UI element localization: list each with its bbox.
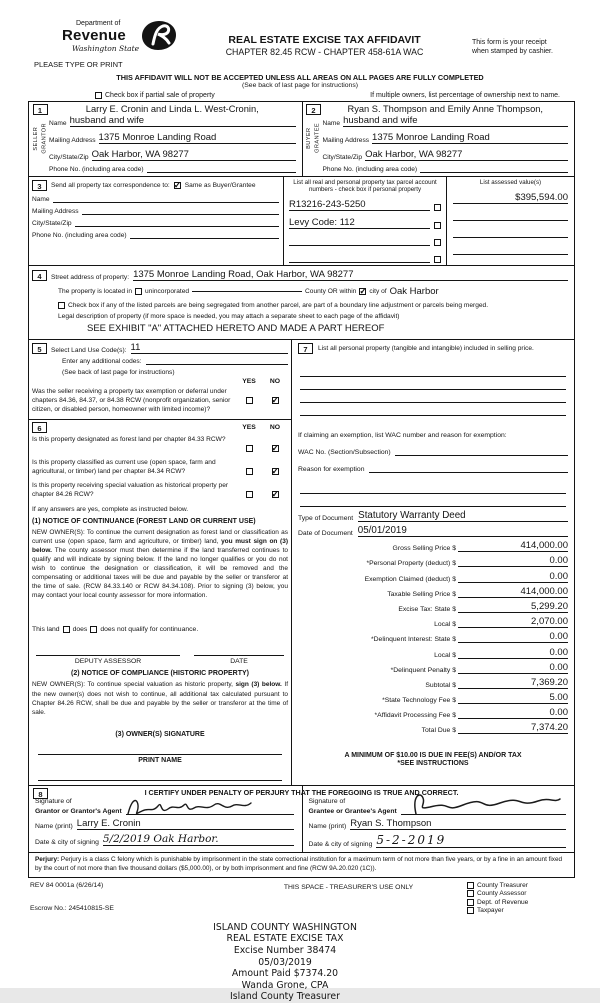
personal-property-deduct-field[interactable]: 0.00 bbox=[458, 555, 568, 567]
answers-yes-note: If any answers are yes, complete as instructed below. bbox=[32, 505, 189, 513]
see-instructions-note: *SEE INSTRUCTIONS bbox=[397, 760, 469, 768]
q6b-no-checkbox[interactable] bbox=[272, 468, 279, 475]
legal-description-label: Legal description of property (if more space is needed, you may attach a separate sheet to each page of the affidavit) bbox=[58, 313, 400, 320]
seller-name-label: Name bbox=[49, 120, 67, 127]
gross-selling-price-label: Gross Selling Price $ bbox=[392, 545, 456, 553]
q5-no-checkbox[interactable] bbox=[272, 397, 279, 404]
corr-mailing-label: Mailing Address bbox=[32, 208, 79, 215]
land-use-column bbox=[29, 340, 291, 785]
acceptance-notice-sub: (See back of last page for instructions) bbox=[242, 82, 358, 89]
personal-property-line[interactable] bbox=[300, 403, 566, 416]
buyer-mailing-field[interactable]: 1375 Monroe Landing Road bbox=[372, 132, 568, 144]
q6c-no-checkbox[interactable] bbox=[272, 491, 279, 498]
total-due-label: Total Due $ bbox=[421, 727, 456, 735]
section6-number: 6 bbox=[32, 422, 47, 433]
taxable-selling-price-label: Taxable Selling Price $ bbox=[387, 590, 456, 598]
current-use-question: Is this property classified as current use (open space, farm and agricultural, or timber) land per chapter 84.34 RCW? bbox=[32, 458, 216, 475]
parcel-field[interactable]: Levy Code: 112 bbox=[289, 217, 430, 229]
agency-name: Revenue bbox=[62, 27, 126, 44]
personal-property-checkbox[interactable] bbox=[434, 204, 441, 211]
corr-mailing-field[interactable] bbox=[82, 214, 279, 215]
receipt-note: This form is your receipt when stamped by cashier. bbox=[472, 39, 553, 56]
personal-property-checkbox[interactable] bbox=[434, 256, 441, 263]
assessed-header: List assessed value(s) bbox=[479, 179, 542, 186]
please-type-label: PLEASE TYPE OR PRINT bbox=[34, 60, 123, 69]
stamp-line: Island County Treasurer bbox=[230, 991, 340, 1003]
owners-signature-label: (3) OWNER(S) SIGNATURE bbox=[115, 730, 205, 738]
total-due-field[interactable]: 7,374.20 bbox=[458, 722, 568, 734]
stamp-line: REAL ESTATE EXCISE TAX bbox=[226, 933, 344, 945]
agency-state: Washington State bbox=[72, 44, 140, 53]
personal-property-checkbox[interactable] bbox=[434, 222, 441, 229]
stamp-line: ISLAND COUNTY WASHINGTON bbox=[213, 921, 357, 933]
grantor-signature-block bbox=[29, 786, 302, 852]
land-use-section bbox=[29, 340, 291, 420]
excise-tax-local-label: Local $ bbox=[434, 621, 456, 629]
delinquent-penalty-field[interactable]: 0.00 bbox=[458, 662, 568, 674]
corr-citystate-label: City/State/Zip bbox=[32, 220, 72, 227]
excise-tax-state-label: Excise Tax: State $ bbox=[398, 605, 456, 613]
unincorporated-checkbox[interactable] bbox=[135, 288, 142, 295]
corr-phone-field[interactable] bbox=[130, 238, 279, 239]
parcel-field[interactable]: R13216-243-5250 bbox=[289, 199, 430, 211]
delinquent-interest-state-field[interactable]: 0.00 bbox=[458, 631, 568, 643]
same-as-buyer-label: Same as Buyer/Grantee bbox=[184, 182, 256, 189]
partial-sale-checkbox[interactable] bbox=[95, 92, 102, 99]
personal-property-label: List all personal property (tangible and intangible) included in selling price. bbox=[318, 345, 534, 352]
seller-name-field[interactable]: husband and wife bbox=[70, 115, 296, 127]
buyer-name-line1: Ryan S. Thompson and Emily Anne Thompson, bbox=[347, 104, 544, 114]
taxable-selling-price-field[interactable]: 414,000.00 bbox=[458, 586, 568, 598]
buyer-name-label: Name bbox=[322, 120, 341, 127]
form-title: REAL ESTATE EXCISE TAX AFFIDAVIT bbox=[228, 34, 421, 46]
stamp-line: Amount Paid $7374.20 bbox=[231, 968, 339, 980]
seller-mailing-field[interactable]: 1375 Monroe Landing Road bbox=[99, 132, 296, 144]
county-treasurer-label: County Treasurer bbox=[477, 881, 528, 889]
additional-codes-label: Enter any additional codes: bbox=[62, 358, 142, 365]
no-header: NO bbox=[269, 378, 281, 385]
exemption-claim-label: If claiming an exemption, list WAC number and reason for exemption: bbox=[298, 432, 507, 439]
segregated-label: Check box if any of the listed parcels are being segregated from another parcel, are part of a boundary line adjustment or parcels being merged. bbox=[68, 302, 489, 309]
dept-of-revenue-label: Dept. of Revenue bbox=[477, 898, 529, 906]
parcel-header: List all real and personal property tax parcel account numbers - check box if personal property bbox=[293, 179, 437, 193]
does-label: does bbox=[72, 626, 88, 634]
grantee-sig-label2: Grantee or Grantee's Agent bbox=[308, 807, 397, 815]
grantor-sig-label1: Signature of bbox=[35, 797, 72, 805]
street-address-field[interactable]: 1375 Monroe Landing Road, Oak Harbor, WA 98277 bbox=[133, 269, 568, 281]
assessed-value-field[interactable] bbox=[453, 244, 568, 255]
state-technology-fee-label: *State Technology Fee $ bbox=[382, 697, 456, 705]
delinquent-penalty-label: *Delinquent Penalty $ bbox=[390, 666, 456, 674]
notice-compliance-title: (2) NOTICE OF COMPLIANCE (HISTORIC PROPERTY) bbox=[71, 670, 249, 678]
buyer-mailing-label: Mailing Address bbox=[322, 137, 370, 144]
unincorporated-label: unincorporated bbox=[145, 288, 190, 295]
seller-phone-label: Phone No. (including area code) bbox=[49, 166, 144, 173]
date-of-document-field[interactable]: 05/01/2019 bbox=[358, 525, 568, 537]
gross-selling-price-field[interactable]: 414,000.00 bbox=[458, 540, 568, 552]
assessed-value-field[interactable]: $395,594.00 bbox=[453, 192, 568, 204]
wac-number-label: WAC No. (Section/Subsection) bbox=[298, 449, 391, 456]
reason-exemption-field[interactable] bbox=[369, 472, 569, 473]
grantor-signature-line[interactable] bbox=[126, 814, 294, 815]
dor-logo-icon bbox=[141, 20, 177, 57]
q6c-yes-checkbox[interactable] bbox=[246, 491, 253, 498]
grantor-name-print-label: Name (print) bbox=[35, 822, 73, 830]
no-header: NO bbox=[269, 423, 281, 431]
form-rev-number: REV 84 0001a (6/26/14) bbox=[30, 881, 104, 889]
date-of-document-label: Date of Document bbox=[298, 530, 353, 537]
city-checkbox[interactable] bbox=[359, 288, 366, 295]
corr-phone-label: Phone No. (including area code) bbox=[32, 232, 127, 239]
same-as-buyer-checkbox[interactable] bbox=[174, 182, 181, 189]
parcel-field[interactable] bbox=[289, 235, 430, 246]
section5-number: 5 bbox=[32, 343, 47, 354]
section1-number: 1 bbox=[33, 104, 48, 115]
yes-header: YES bbox=[242, 423, 256, 431]
grantor-sig-label2: Grantor or Grantor's Agent bbox=[35, 807, 122, 815]
seller-citystate-field[interactable]: Oak Harbor, WA 98277 bbox=[92, 149, 296, 161]
grantor-date-city-field[interactable]: 5/2/2019 Oak Harbor. bbox=[103, 833, 294, 846]
state-technology-fee-field[interactable]: 5.00 bbox=[458, 692, 568, 704]
seller-mailing-label: Mailing Address bbox=[49, 137, 96, 144]
wac-number-field[interactable] bbox=[395, 455, 568, 456]
corr-citystate-field[interactable] bbox=[75, 226, 279, 227]
dept-of-revenue-checkbox[interactable] bbox=[467, 899, 474, 906]
personal-property-line[interactable] bbox=[300, 390, 566, 403]
assessed-value-field[interactable] bbox=[453, 227, 568, 238]
buyer-grantee-side-label: BUYER GRANTEE bbox=[306, 123, 321, 153]
grantee-sig-label1: Signature of bbox=[308, 797, 346, 805]
agency-small-label: Department of bbox=[76, 20, 121, 27]
additional-codes-field[interactable] bbox=[146, 358, 288, 365]
section2-number: 2 bbox=[306, 104, 321, 115]
type-of-document-field[interactable]: Statutory Warranty Deed bbox=[358, 510, 568, 522]
delinquent-interest-state-label: *Delinquent Interest: State $ bbox=[370, 636, 456, 644]
does-not-label: does not qualify for continuance. bbox=[100, 626, 199, 634]
treasurer-space-label: THIS SPACE - TREASURER'S USE ONLY bbox=[283, 883, 414, 891]
partial-sale-label: Check box if partial sale of property bbox=[105, 92, 215, 99]
seller-citystate-label: City/State/Zip bbox=[49, 154, 89, 161]
grantee-date-city-label: Date & city of signing bbox=[308, 840, 373, 848]
form-header bbox=[0, 20, 600, 69]
acceptance-notice: THIS AFFIDAVIT WILL NOT BE ACCEPTED UNLESS ALL AREAS ON ALL PAGES ARE FULLY COMPLETED bbox=[116, 73, 484, 82]
exemption-claimed-field[interactable]: 0.00 bbox=[458, 571, 568, 583]
taxpayer-label: Taxpayer bbox=[477, 907, 504, 915]
see-back-note: (See back of last page for instructions) bbox=[62, 369, 175, 376]
segregated-checkbox[interactable] bbox=[58, 302, 65, 309]
buyer-phone-label: Phone No. (including area code) bbox=[322, 166, 418, 173]
buyer-citystate-field[interactable]: Oak Harbor, WA 98277 bbox=[365, 149, 568, 161]
grantee-name-print-field[interactable]: Ryan S. Thompson bbox=[350, 818, 566, 830]
personal-property-checkbox[interactable] bbox=[434, 239, 441, 246]
treasurer-stamp bbox=[145, 922, 425, 1003]
excise-tax-local-field[interactable]: 2,070.00 bbox=[458, 616, 568, 628]
seller-name-line1: Larry E. Cronin and Linda L. West-Cronin, bbox=[85, 104, 259, 114]
multiple-owners-note: If multiple owners, list percentage of ownership next to name. bbox=[370, 92, 560, 99]
county-treasurer-checkbox[interactable] bbox=[467, 882, 474, 889]
county-assessor-label: County Assessor bbox=[477, 890, 527, 898]
deputy-assessor-signature-line[interactable]: DEPUTY ASSESSOR bbox=[36, 655, 180, 665]
located-in-label: The property is located in bbox=[58, 288, 133, 295]
classification-section bbox=[29, 420, 291, 785]
parcel-field[interactable] bbox=[289, 252, 430, 263]
grantee-signature-block bbox=[302, 786, 575, 852]
q6a-no-checkbox[interactable] bbox=[272, 445, 279, 452]
minimum-fee-note: A MINIMUM OF $10.00 IS DUE IN FEE(S) AND/OR TAX bbox=[344, 752, 522, 760]
section3-number: 3 bbox=[32, 180, 47, 191]
buyer-citystate-label: City/State/Zip bbox=[322, 154, 363, 161]
personal-property-column bbox=[291, 340, 574, 785]
property-address-section bbox=[29, 266, 574, 340]
grantor-date-city-label: Date & city of signing bbox=[35, 838, 99, 846]
grantee-date-city-field[interactable]: 5-2-2019 bbox=[376, 833, 566, 848]
reason-exemption-line[interactable] bbox=[300, 481, 566, 494]
land-use-code-field[interactable]: 11 bbox=[131, 342, 289, 354]
q6b-yes-checkbox[interactable] bbox=[246, 468, 253, 475]
county-or-label: County OR within bbox=[305, 288, 357, 295]
does-not-qualify-checkbox[interactable] bbox=[90, 626, 97, 633]
grantor-name-print-field[interactable]: Larry E. Cronin bbox=[77, 818, 294, 830]
perjury-notice: Perjury: Perjury is a class C felony which is punishable by imprisonment in the state correctional institution for a maximum term of not more than five years, or by a fine in an amount fixed by the court of not more than five thousand dollars ($5,000.00), or by both imprisonment and fine (RCW 9A.20.020 (1C)). bbox=[29, 852, 574, 877]
personal-property-line[interactable] bbox=[300, 377, 566, 390]
send-correspondence-label: Send all property tax correspondence to: bbox=[51, 182, 170, 189]
grantee-name-print-label: Name (print) bbox=[308, 822, 347, 830]
this-land-label: This land bbox=[32, 626, 60, 634]
parcel-numbers-column bbox=[283, 177, 446, 265]
escrow-number: Escrow No.: 245410815-SE bbox=[30, 904, 114, 912]
buyer-name-field[interactable]: husband and wife bbox=[343, 115, 568, 127]
type-of-document-label: Type of Document bbox=[298, 515, 354, 522]
seller-grantor-section bbox=[29, 102, 302, 176]
subtotal-field[interactable]: 7,369.20 bbox=[458, 677, 568, 689]
print-name-line[interactable] bbox=[38, 780, 282, 781]
section8-number: 8 bbox=[33, 788, 48, 799]
affidavit-processing-fee-label: *Affidavit Processing Fee $ bbox=[374, 712, 456, 720]
delinquent-interest-local-label: Local $ bbox=[434, 651, 456, 659]
stamp-line: 05/03/2019 bbox=[258, 956, 312, 968]
q5-yes-checkbox[interactable] bbox=[246, 397, 253, 404]
stamp-line: Excise Number 38474 bbox=[233, 944, 337, 956]
subtotal-label: Subtotal $ bbox=[425, 681, 456, 689]
corr-name-label: Name bbox=[32, 196, 50, 203]
certification-section bbox=[29, 785, 574, 852]
county-assessor-checkbox[interactable] bbox=[467, 890, 474, 897]
affidavit-processing-fee-field[interactable]: 0.00 bbox=[458, 707, 568, 719]
notice-continuance-title: (1) NOTICE OF CONTINUANCE (FOREST LAND OR CURRENT USE) bbox=[32, 517, 256, 525]
city-of-label: city of bbox=[369, 288, 387, 295]
tax-correspondence-section bbox=[29, 177, 283, 265]
reason-exemption-label: Reason for exemption bbox=[298, 466, 365, 473]
seller-grantor-side-label: SELLER GRANTOR bbox=[32, 123, 47, 154]
deputy-date-line[interactable]: DATE bbox=[194, 655, 284, 665]
yes-header: YES bbox=[242, 378, 256, 385]
section4-number: 4 bbox=[32, 270, 47, 281]
notice-continuance-body: NEW OWNER(S): To continue the current designation as forest land or classification as current use (open space, farm and agriculture, or timber) land, you must sign on (3) below. The county assessor must then determine if the land transferred continues to qualify and will indicate by signing below. If the land no longer qualifies or you do not wish to continue the designation or classification, it will be removed and the compensating or additional taxes will be due and payable by the seller or transferor at the time of sale. (RCW 84.33.140 or RCW 84.34.108). Prior to signing (3) below, you may contact your local county assessor for more information. bbox=[32, 528, 288, 600]
exemption-deferral-question: Was the seller receiving a property tax exemption or deferral under chapters 84.36, 84.37, or 84.38 RCW (nonprofit organization, senior citizen, or disabled person, homeowner with limited income)? bbox=[32, 388, 231, 413]
buyer-grantee-section bbox=[302, 102, 575, 176]
corr-name-field[interactable] bbox=[53, 202, 279, 203]
notice-compliance-body: NEW OWNER(S): To continue special valuation as historic property, sign (3) below. If the new owner(s) does not wish to continue, all additional tax calculated pursuant to Chapter 84.26 RCW, shall be due and payable by the seller or transferor at the time of sale. bbox=[32, 681, 289, 716]
grantee-signature-line[interactable] bbox=[401, 814, 566, 815]
assessed-value-field[interactable] bbox=[453, 210, 568, 221]
seller-phone-field[interactable] bbox=[147, 172, 296, 173]
county-field[interactable] bbox=[192, 291, 302, 292]
reason-exemption-line[interactable] bbox=[300, 494, 566, 507]
does-qualify-checkbox[interactable] bbox=[63, 626, 70, 633]
historic-property-question: Is this property receiving special valuation as historical property per chapter 84.26 RCW? bbox=[32, 481, 229, 498]
section7-number: 7 bbox=[298, 343, 313, 354]
certify-statement: I CERTIFY UNDER PENALTY OF PERJURY THAT THE FOREGOING IS TRUE AND CORRECT. bbox=[144, 787, 459, 797]
forest-land-question: Is this property designated as forest land per chapter 84.33 RCW? bbox=[32, 435, 226, 443]
print-name-label: PRINT NAME bbox=[138, 756, 182, 764]
agency-block bbox=[34, 20, 177, 69]
copy-distribution-list bbox=[467, 882, 572, 916]
street-address-label: Street address of property: bbox=[51, 274, 130, 281]
assessed-values-column bbox=[446, 177, 574, 265]
land-use-label: Select Land Use Code(s): bbox=[51, 347, 127, 354]
owners-signature-line[interactable] bbox=[38, 754, 282, 755]
legal-description-field[interactable]: SEE EXHIBIT "A" ATTACHED HERETO AND MADE A PART HEREOF bbox=[87, 323, 385, 334]
taxpayer-checkbox[interactable] bbox=[467, 907, 474, 914]
delinquent-interest-local-field[interactable]: 0.00 bbox=[458, 647, 568, 659]
personal-property-line[interactable] bbox=[300, 364, 566, 377]
buyer-phone-field[interactable] bbox=[420, 172, 568, 173]
stamp-line: Wanda Grone, CPA bbox=[241, 979, 329, 991]
exemption-claimed-label: Exemption Claimed (deduct) $ bbox=[364, 575, 456, 583]
excise-tax-state-field[interactable]: 5,299.20 bbox=[458, 601, 568, 613]
city-value[interactable]: Oak Harbor bbox=[389, 286, 439, 297]
form-subtitle: CHAPTER 82.45 RCW - CHAPTER 458-61A WAC bbox=[225, 47, 424, 57]
q6a-yes-checkbox[interactable] bbox=[246, 445, 253, 452]
personal-property-deduct-label: *Personal Property (deduct) $ bbox=[366, 560, 456, 568]
